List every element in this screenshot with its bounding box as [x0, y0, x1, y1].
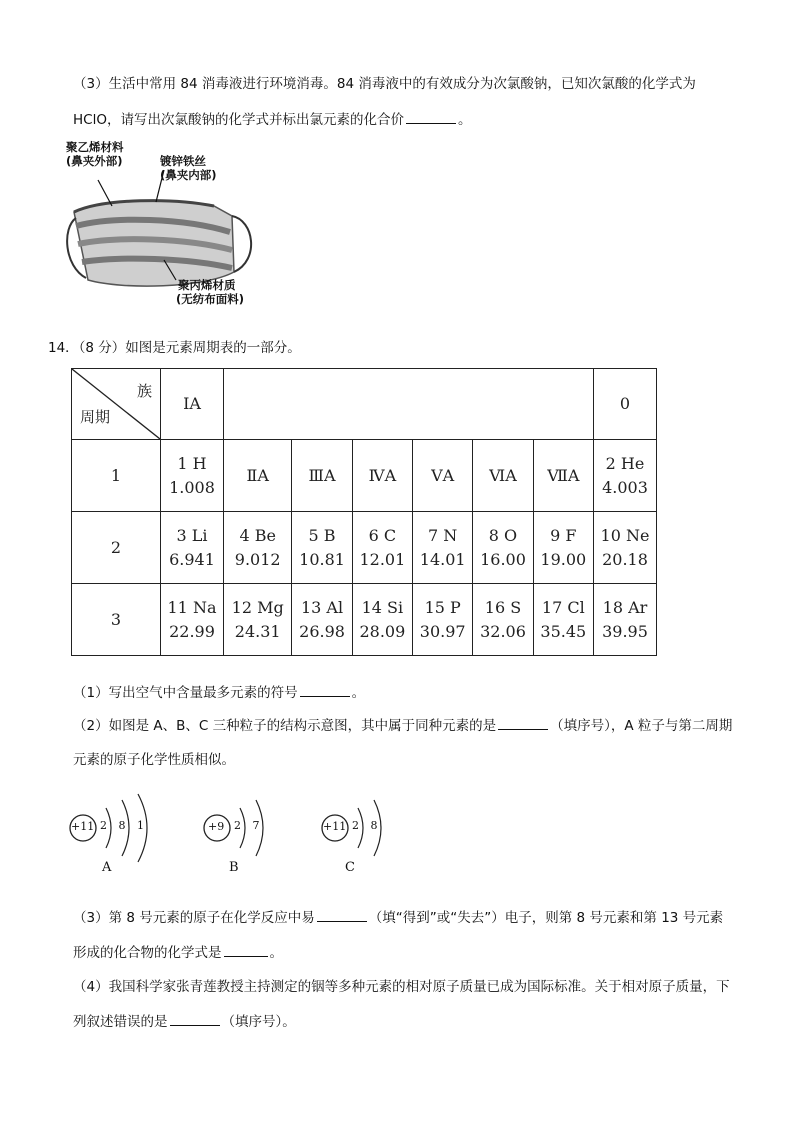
q14-sub4-line2 [73, 1012, 296, 1032]
table-row [72, 512, 657, 584]
element-cell [224, 512, 292, 584]
element-cell [292, 584, 352, 656]
q14-sub1-end: 。 [351, 685, 366, 701]
atom-a-shells-text: 2 8 1 [100, 819, 148, 832]
q14-sub4-line2-end: （填序号）。 [221, 1014, 296, 1030]
element-cell [533, 584, 593, 656]
element-mass: 10.81 [299, 549, 345, 569]
element-mass: 9.012 [234, 549, 281, 569]
element-symbol: 14 Si [361, 597, 404, 617]
atom-label-a: A [102, 860, 112, 875]
q13-3-text-line2 [73, 110, 471, 130]
element-mass: 6.941 [169, 549, 215, 569]
element-mass: 35.45 [540, 621, 587, 641]
q14-sub2-text-b: （填序号），A 粒子与第二周期 [550, 718, 733, 734]
element-cell [352, 584, 412, 656]
answer-blank[interactable] [224, 944, 268, 957]
q14-sub1-text: （1）写出空气中含量最多元素的符号 [73, 685, 298, 701]
q14-sub3-text-b: （填“得到”或“失去”）电子，则第 8 号元素和第 13 号元素 [368, 910, 724, 926]
answer-blank[interactable] [170, 1013, 220, 1026]
element-mass: 32.06 [480, 621, 526, 641]
q14-sub3-line2 [73, 943, 283, 963]
atom-diagram-a [66, 788, 176, 868]
element-symbol: 8 O [488, 525, 518, 545]
element-mass: 14.01 [419, 549, 466, 569]
atom-b-shells-text: 2 7 [234, 819, 264, 832]
atom-label-b: B [229, 860, 239, 875]
element-cell [224, 584, 292, 656]
mask-figure [64, 140, 264, 310]
group-header-0: 0 [594, 369, 657, 440]
atom-diagram-c [318, 788, 428, 868]
table-header-row [72, 369, 657, 440]
q14-sub2-text-a: （2）如图是 A、B、C 三种粒子的结构示意图，其中属于同种元素的是 [73, 718, 497, 734]
atom-label-c: C [345, 860, 355, 875]
group-label-cell: ⅥA [473, 440, 533, 512]
answer-blank[interactable] [406, 111, 456, 124]
element-cell [413, 512, 473, 584]
element-symbol: 3 Li [176, 525, 208, 545]
element-mass: 12.01 [359, 549, 406, 569]
element-symbol: 2 He [605, 453, 645, 473]
q14-heading: 14．（8 分）如图是元素周期表的一部分。 [48, 340, 301, 356]
mask-label-outer-sub: (鼻夹外部) [66, 154, 123, 168]
q13-3-text-line1: （3）生活中常用 84 消毒液进行环境消毒。84 消毒液中的有效成分为次氯酸钠，已知次氯酸的化学式为 [73, 76, 696, 92]
element-mass: 1.008 [169, 477, 215, 497]
mask-label-fabric-sub: (无纺布面料) [176, 292, 245, 306]
mask-label-wire-sub: (鼻夹内部) [160, 168, 217, 182]
element-symbol: 15 P [424, 597, 461, 617]
atom-c-nucleus: +11 [323, 820, 347, 833]
q14-sub4-line1: （4）我国科学家张青莲教授主持测定的铟等多种元素的相对原子质量已成为国际标准。关于相对原子质量，下 [73, 979, 730, 995]
table-row [72, 584, 657, 656]
group-header-ia: IA [161, 369, 224, 440]
group-label-cell: ⅡA [224, 440, 292, 512]
element-mass: 20.18 [602, 549, 648, 569]
element-cell [594, 584, 657, 656]
atom-c-shells-text: 2 8 [352, 819, 382, 832]
element-symbol: 5 B [308, 525, 336, 545]
element-cell [352, 512, 412, 584]
period-label: 2 [72, 512, 161, 584]
atom-b-nucleus: +9 [208, 820, 225, 833]
element-symbol: 11 Na [167, 597, 217, 617]
element-cell [292, 512, 352, 584]
q14-sub2 [73, 716, 732, 736]
group-header-blank [224, 369, 594, 440]
periodic-table [71, 368, 657, 656]
atom-a-nucleus: +11 [71, 820, 95, 833]
mask-label-outer: 聚乙烯材料 [66, 140, 124, 154]
element-cell [594, 512, 657, 584]
q13-3-text-line2-b: 。 [457, 112, 472, 128]
element-mass: 28.09 [359, 621, 406, 641]
element-symbol: 10 Ne [600, 525, 650, 545]
element-symbol: 12 Mg [231, 597, 284, 617]
element-symbol: 18 Ar [602, 597, 648, 617]
group-label-cell: ⅣA [352, 440, 412, 512]
element-mass: 39.95 [602, 621, 648, 641]
element-symbol: 7 N [428, 525, 458, 545]
q13-3-text-line2-a: HClO，请写出次氯酸钠的化学式并标出氯元素的化合价 [73, 112, 404, 128]
q14-sub3 [73, 908, 723, 928]
element-symbol: 17 Cl [541, 597, 585, 617]
mask-label-wire: 镀锌铁丝 [160, 154, 206, 168]
corner-period-label: 周期 [80, 408, 111, 426]
element-mass: 30.97 [419, 621, 466, 641]
element-cell [533, 512, 593, 584]
element-symbol: 6 C [368, 525, 397, 545]
table-row [72, 440, 657, 512]
group-label-cell: ⅦA [533, 440, 593, 512]
element-cell [473, 512, 533, 584]
mask-label-fabric: 聚丙烯材质 [178, 278, 236, 292]
corner-cell [72, 369, 161, 440]
element-symbol: 13 Al [300, 597, 344, 617]
element-mass: 24.31 [234, 621, 281, 641]
element-cell [161, 512, 224, 584]
q14-sub2-line2: 元素的原子化学性质相似。 [73, 752, 235, 768]
answer-blank[interactable] [300, 684, 350, 697]
group-label-cell: ⅢA [292, 440, 352, 512]
q14-sub3-line2-end: 。 [269, 945, 283, 961]
answer-blank[interactable] [317, 909, 367, 922]
element-cell [473, 584, 533, 656]
q14-sub1 [73, 683, 365, 703]
element-mass: 26.98 [299, 621, 345, 641]
element-mass: 16.00 [480, 549, 526, 569]
atom-diagram-b [200, 788, 310, 868]
answer-blank[interactable] [498, 717, 548, 730]
element-symbol: 9 F [550, 525, 577, 545]
element-mass: 19.00 [540, 549, 587, 569]
period-label: 3 [72, 584, 161, 656]
element-symbol: 4 Be [239, 525, 276, 545]
element-symbol: 16 S [484, 597, 522, 617]
q14-sub3-line2-text: 形成的化合物的化学式是 [73, 945, 222, 961]
element-cell [594, 440, 657, 512]
group-label-cell: ⅤA [413, 440, 473, 512]
period-label: 1 [72, 440, 161, 512]
element-symbol: 1 H [177, 453, 207, 473]
element-cell [413, 584, 473, 656]
element-cell [161, 584, 224, 656]
element-mass: 4.003 [602, 477, 648, 497]
element-cell [161, 440, 224, 512]
element-mass: 22.99 [169, 621, 215, 641]
corner-group-label: 族 [136, 382, 152, 400]
q14-sub4-line2-text: 列叙述错误的是 [73, 1014, 168, 1030]
q14-sub3-text-a: （3）第 8 号元素的原子在化学反应中易 [73, 910, 315, 926]
